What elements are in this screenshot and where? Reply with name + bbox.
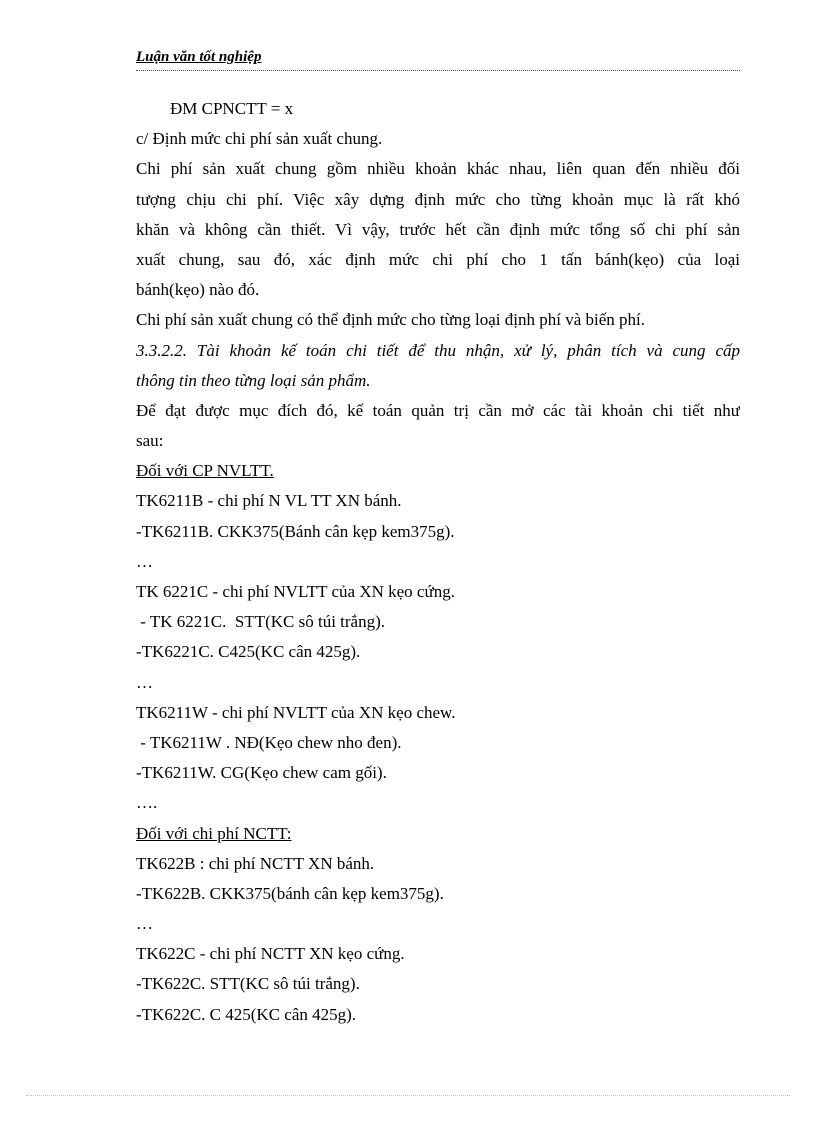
account-line: TK 6221C - chi phí NVLTT của XN kẹo cứng. [136,582,455,601]
paragraph-line: sau: [136,431,164,451]
account-line: -TK6221C. C425(KC cân 425g). [136,642,361,662]
list-heading [136,456,740,486]
ellipsis-line: … [136,672,153,692]
ellipsis-line: … [136,914,153,934]
section-heading: c/ Định mức chi phí sản xuất chung. [136,129,383,149]
paragraph-line: Chi phí sản xuất chung gồm nhiều khoản khác nhau, liên quan đến nhiều đối [136,159,740,179]
document-body [136,94,740,1030]
footer-rule [26,1095,790,1096]
ellipsis-line: … [136,551,153,571]
paragraph-line: Để đạt được mục đích đó, kế toán quản trị cần mở các tài khoản chi tiết như [136,400,740,420]
account-line: - TK6211W . NĐ(Kẹo chew nho đen). [136,732,402,752]
account-line: TK6211W - chi phí NVLTT của XN kẹo chew. [136,702,456,722]
subsection-heading: 3.3.2.2. Tài khoản kế toán chi tiết để thu nhận, xử lý, phân tích và cung cấp [136,340,740,360]
paragraph-line: bánh(kẹo) nào đó. [136,280,260,300]
list-heading-text: Đối với chi phí NCTT: [136,823,292,843]
account-line: - TK 6221C. STT(KC sô túi trắng). [136,612,386,632]
account-line: -TK622C. STT(KC sô túi trắng). [136,974,360,994]
account-line: -TK622B. CKK375(bánh cân kẹp kem375g). [136,883,444,903]
subsection-heading: thông tin theo từng loại sản phẩm. [136,370,371,390]
account-line: -TK6211B. CKK375(Bánh cân kẹp kem375g). [136,521,455,541]
paragraph-line: Chi phí sản xuất chung có thể định mức cho từng loại định phí và biến phí. [136,310,645,330]
ellipsis-line: …. [136,793,158,813]
header-title: Luận văn tốt nghiệp [136,49,262,65]
account-line: TK622C - chi phí NCTT XN kẹo cứng. [136,944,405,964]
formula-line: ĐM CPNCTT = x [170,99,294,118]
account-line: TK622B : chi phí NCTT XN bánh. [136,853,375,873]
account-line: TK6211B - chi phí N VL TT XN bánh. [136,491,402,511]
paragraph-line: tượng chịu chi phí. Việc xây dựng định mức cho từng khoản mục là rất khó [136,189,740,209]
account-line: -TK6211W. CG(Kẹo chew cam gối). [136,763,387,783]
paragraph-line: khăn và không cần thiết. Vì vậy, trước hết cần định mức tổng số chi phí sản [136,219,740,239]
page-header [136,48,740,71]
paragraph-line: xuất chung, sau đó, xác định mức chi phí cho 1 tấn bánh(kẹo) của loại [136,249,740,269]
list-heading-text: Đối với CP NVLTT. [136,461,274,481]
list-heading [136,819,740,849]
account-line: -TK622C. C 425(KC cân 425g). [136,1004,357,1024]
